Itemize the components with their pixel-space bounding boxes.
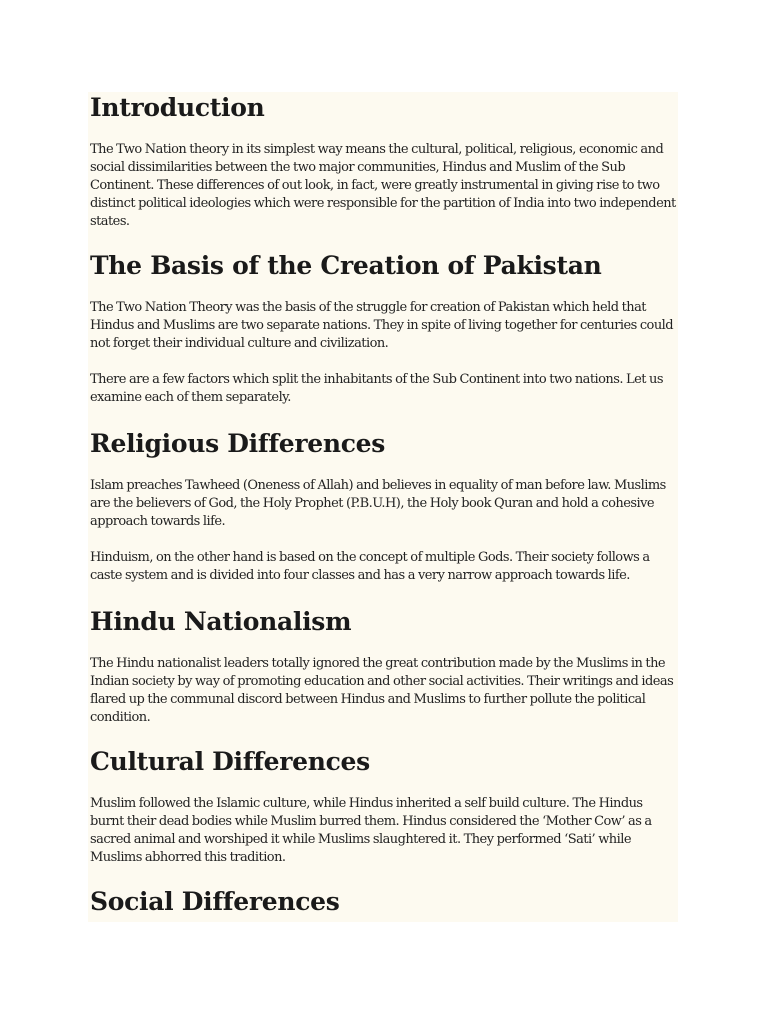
document-page <box>88 92 678 922</box>
paragraph-religious-1: Islam preaches Tawheed (Oneness of Allah) and believes in equality of man before law. Muslims are the believers of God, the Holy Prophet (P.B.U.H), the Holy book Quran and hold a cohesive approach towards life. <box>90 478 666 529</box>
heading-religious-differences: Religious Differences <box>90 429 386 458</box>
document-content <box>90 92 678 917</box>
heading-basis-of-pakistan: The Basis of the Creation of Pakistan <box>90 251 602 280</box>
paragraph-basis-2: There are a few factors which split the inhabitants of the Sub Continent into two nations. Let us examine each of them separately. <box>90 372 663 405</box>
paragraph-basis-1: The Two Nation Theory was the basis of the struggle for creation of Pakistan which held that Hindus and Muslims are two separate nations. They in spite of living together for centuries could not forget their individual culture and civilization. <box>90 300 674 351</box>
heading-cultural-differences: Cultural Differences <box>90 747 370 776</box>
paragraph-religious-2: Hinduism, on the other hand is based on the concept of multiple Gods. Their society follows a caste system and is divided into four classes and has a very narrow approach towards life. <box>90 550 650 583</box>
heading-hindu-nationalism: Hindu Nationalism <box>90 607 352 636</box>
paragraph-introduction: The Two Nation theory in its simplest way means the cultural, political, religious, economic and social dissimilarities between the two major communities, Hindus and Muslim of the Sub Continent. These differences of out look, in fact, were greatly instrumental in giving rise to two distinct political ideologies which were responsible for the partition of India into two independent states. <box>90 142 676 229</box>
heading-introduction: Introduction <box>90 93 265 122</box>
paragraph-cultural-differences: Muslim followed the Islamic culture, while Hindus inherited a self build culture. The Hindus burnt their dead bodies while Muslim burred them. Hindus considered the ‘Mother Cow’ as a sacred animal and worshiped it while Muslims slaughtered it. They performed ‘Sati’ while Muslims abhorred this tradition. <box>90 796 652 865</box>
heading-social-differences: Social Differences <box>90 887 340 916</box>
paragraph-hindu-nationalism: The Hindu nationalist leaders totally ignored the great contribution made by the Muslims in the Indian society by way of promoting education and other social activities. Their writings and ideas flared up the communal discord between Hindus and Muslims to further pollute the political condition. <box>90 656 674 725</box>
